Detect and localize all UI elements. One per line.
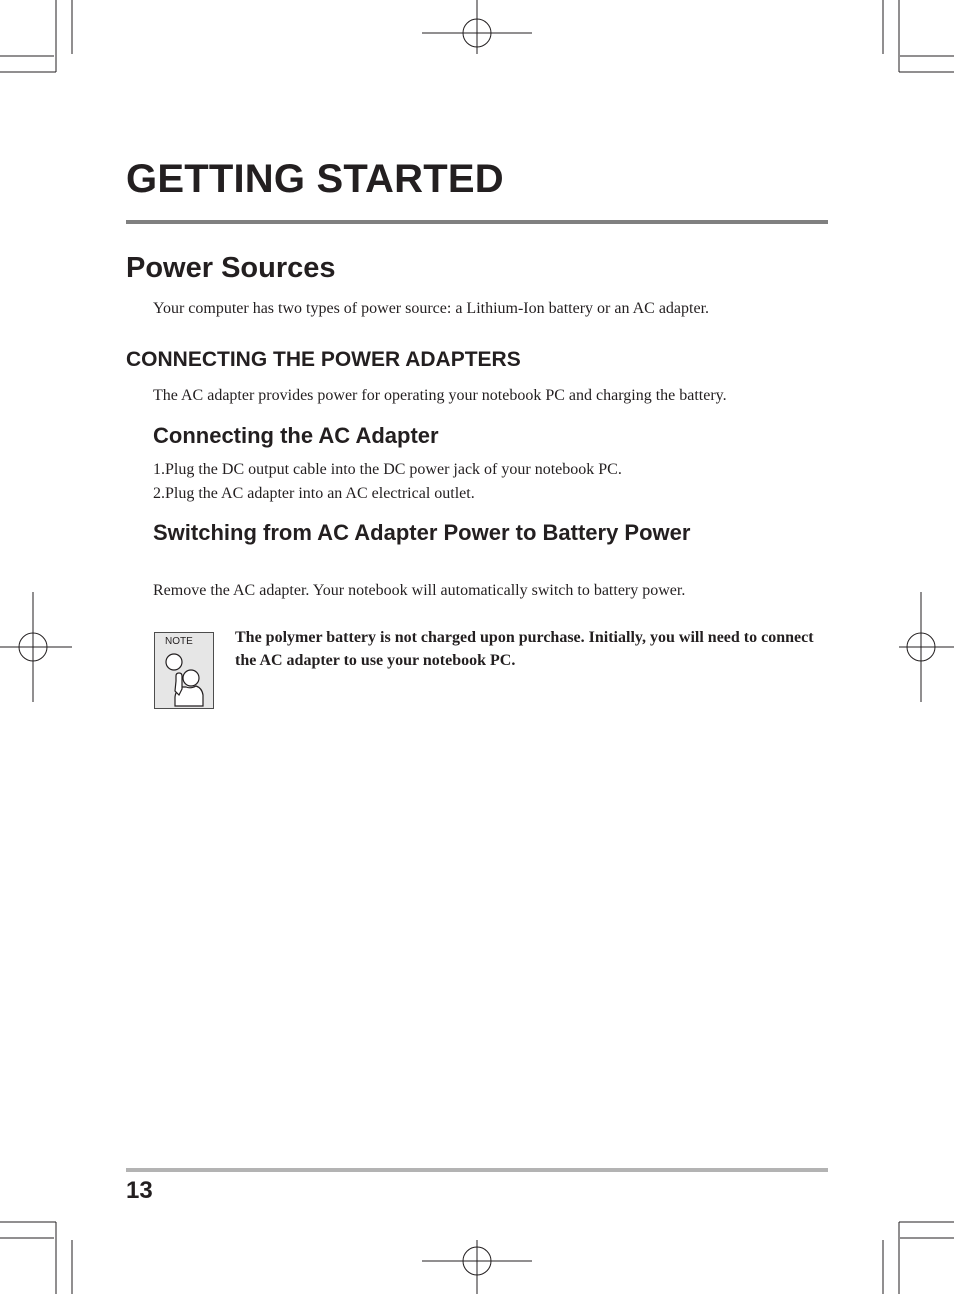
list-item: 1.Plug the DC output cable into the DC power jack of your notebook PC. — [153, 461, 622, 478]
title-rule — [126, 220, 828, 224]
switching-text: Remove the AC adapter. Your notebook will automatically switch to battery power. — [153, 582, 686, 599]
footer-rule — [126, 1168, 828, 1172]
note-label: NOTE — [165, 636, 193, 647]
section-intro: Your computer has two types of power source: a Lithium-Ion battery or an AC adapter. — [153, 300, 710, 317]
page-number: 13 — [126, 1177, 153, 1204]
section-title: Power Sources — [126, 252, 336, 284]
note-text: The polymer battery is not charged upon purchase. Initially, you will need to connect the AC adapter to use your notebook PC. — [235, 629, 814, 669]
note-figure-icon — [163, 651, 209, 707]
connecting-steps — [153, 458, 622, 506]
connecting-title: Connecting the AC Adapter — [153, 423, 439, 448]
switching-title: Switching from AC Adapter Power to Battery Power — [153, 520, 691, 545]
list-item: 2.Plug the AC adapter into an AC electrical outlet. — [153, 485, 475, 502]
subsection-title: CONNECTING THE POWER ADAPTERS — [126, 348, 521, 371]
subsection-intro: The AC adapter provides power for operating your notebook PC and charging the battery. — [153, 387, 727, 404]
note-icon-box — [154, 632, 214, 709]
chapter-title: GETTING STARTED — [126, 157, 504, 201]
